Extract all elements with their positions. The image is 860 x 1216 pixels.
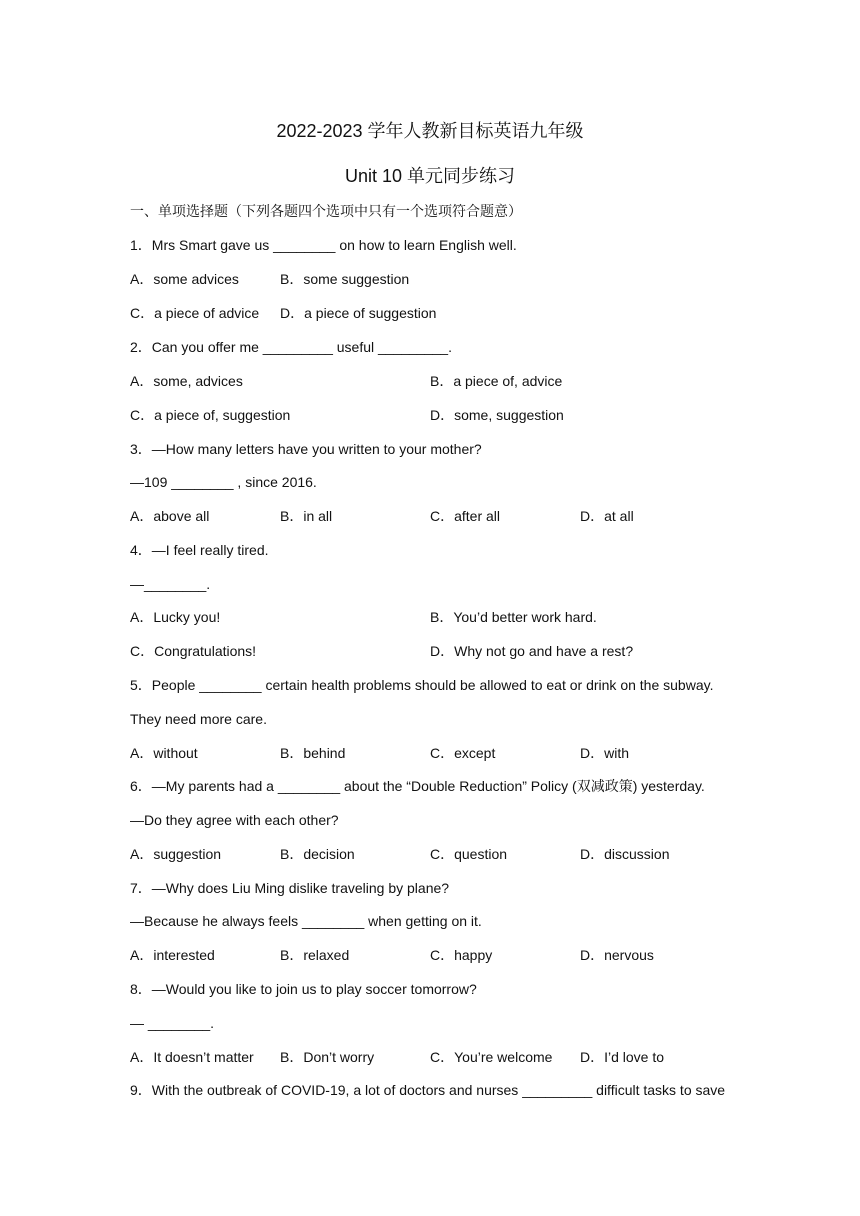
question-8-option-a: A．It doesn’t matter <box>130 1049 254 1065</box>
question-7-stem: 7．—Why does Liu Ming dislike traveling by plane? <box>130 880 450 896</box>
question-6-stem: 6．—My parents had a ________ about the “Double Reduction” Policy (双减政策) yesterday. <box>130 778 705 794</box>
question-6-option-d: D．discussion <box>580 846 670 862</box>
question-3-option-c: C．after all <box>430 508 501 524</box>
question-4-stem: 4．—I feel really tired. <box>130 542 269 558</box>
question-5-option-b: B．behind <box>280 745 346 761</box>
document-title: 2022-2023 学年人教新目标英语九年级 <box>276 121 584 141</box>
question-3-stem: 3．—How many letters have you written to your mother? <box>130 441 482 457</box>
question-8-response: — ________. <box>130 1015 215 1031</box>
question-1-stem: 1．Mrs Smart gave us ________ on how to learn English well. <box>130 237 517 253</box>
question-7-option-a: A．interested <box>130 947 215 963</box>
question-3-option-b: B．in all <box>280 508 333 524</box>
question-2-stem: 2．Can you offer me _________ useful _________. <box>130 339 452 355</box>
question-3-response: —109 ________ , since 2016. <box>130 474 317 490</box>
question-8-stem: 8．—Would you like to join us to play soccer tomorrow? <box>130 981 477 997</box>
question-2-option-d: D．some, suggestion <box>430 407 564 423</box>
question-1-option-a: A．some advices <box>130 271 239 287</box>
question-4-option-d: D．Why not go and have a rest? <box>430 643 634 659</box>
question-4-option-c: C．Congratulations! <box>130 643 257 659</box>
question-2-option-a: A．some, advices <box>130 373 243 389</box>
question-3-option-a: A．above all <box>130 508 210 524</box>
question-4-option-a: A．Lucky you! <box>130 609 221 625</box>
question-5-option-d: D．with <box>580 745 630 761</box>
question-1-option-d: D．a piece of suggestion <box>280 305 437 321</box>
question-4-response: —________. <box>130 576 211 592</box>
question-7-response: —Because he always feels ________ when getting on it. <box>130 913 482 929</box>
question-6-option-c: C．question <box>430 846 508 862</box>
section-heading: 一、单项选择题（下列各题四个选项中只有一个选项符合题意） <box>130 203 522 219</box>
question-7-option-c: C．happy <box>430 947 493 963</box>
question-6-response: —Do they agree with each other? <box>130 812 339 828</box>
question-6-option-b: B．decision <box>280 846 355 862</box>
document-subtitle: Unit 10 单元同步练习 <box>344 166 516 186</box>
question-8-option-d: D．I’d love to <box>580 1049 665 1065</box>
question-2-option-b: B．a piece of, advice <box>430 373 563 389</box>
question-7-option-b: B．relaxed <box>280 947 350 963</box>
question-5-option-a: A．without <box>130 745 198 761</box>
question-2-option-c: C．a piece of, suggestion <box>130 407 291 423</box>
question-1-option-c: C．a piece of advice <box>130 305 260 321</box>
question-5-stem: 5．People ________ certain health problems should be allowed to eat or drink on the subway. <box>130 677 714 693</box>
question-5-option-c: C．except <box>430 745 496 761</box>
question-4-option-b: B．You’d better work hard. <box>430 609 597 625</box>
question-9-stem: 9．With the outbreak of COVID-19, a lot of doctors and nurses _________ difficult tasks to save <box>130 1082 726 1098</box>
question-8-option-c: C．You’re welcome <box>430 1049 553 1065</box>
question-1-option-b: B．some suggestion <box>280 271 410 287</box>
question-8-option-b: B．Don’t worry <box>280 1049 375 1065</box>
question-5-stem-continued: They need more care. <box>130 711 267 727</box>
question-3-option-d: D．at all <box>580 508 634 524</box>
question-7-option-d: D．nervous <box>580 947 654 963</box>
question-6-option-a: A．suggestion <box>130 846 222 862</box>
